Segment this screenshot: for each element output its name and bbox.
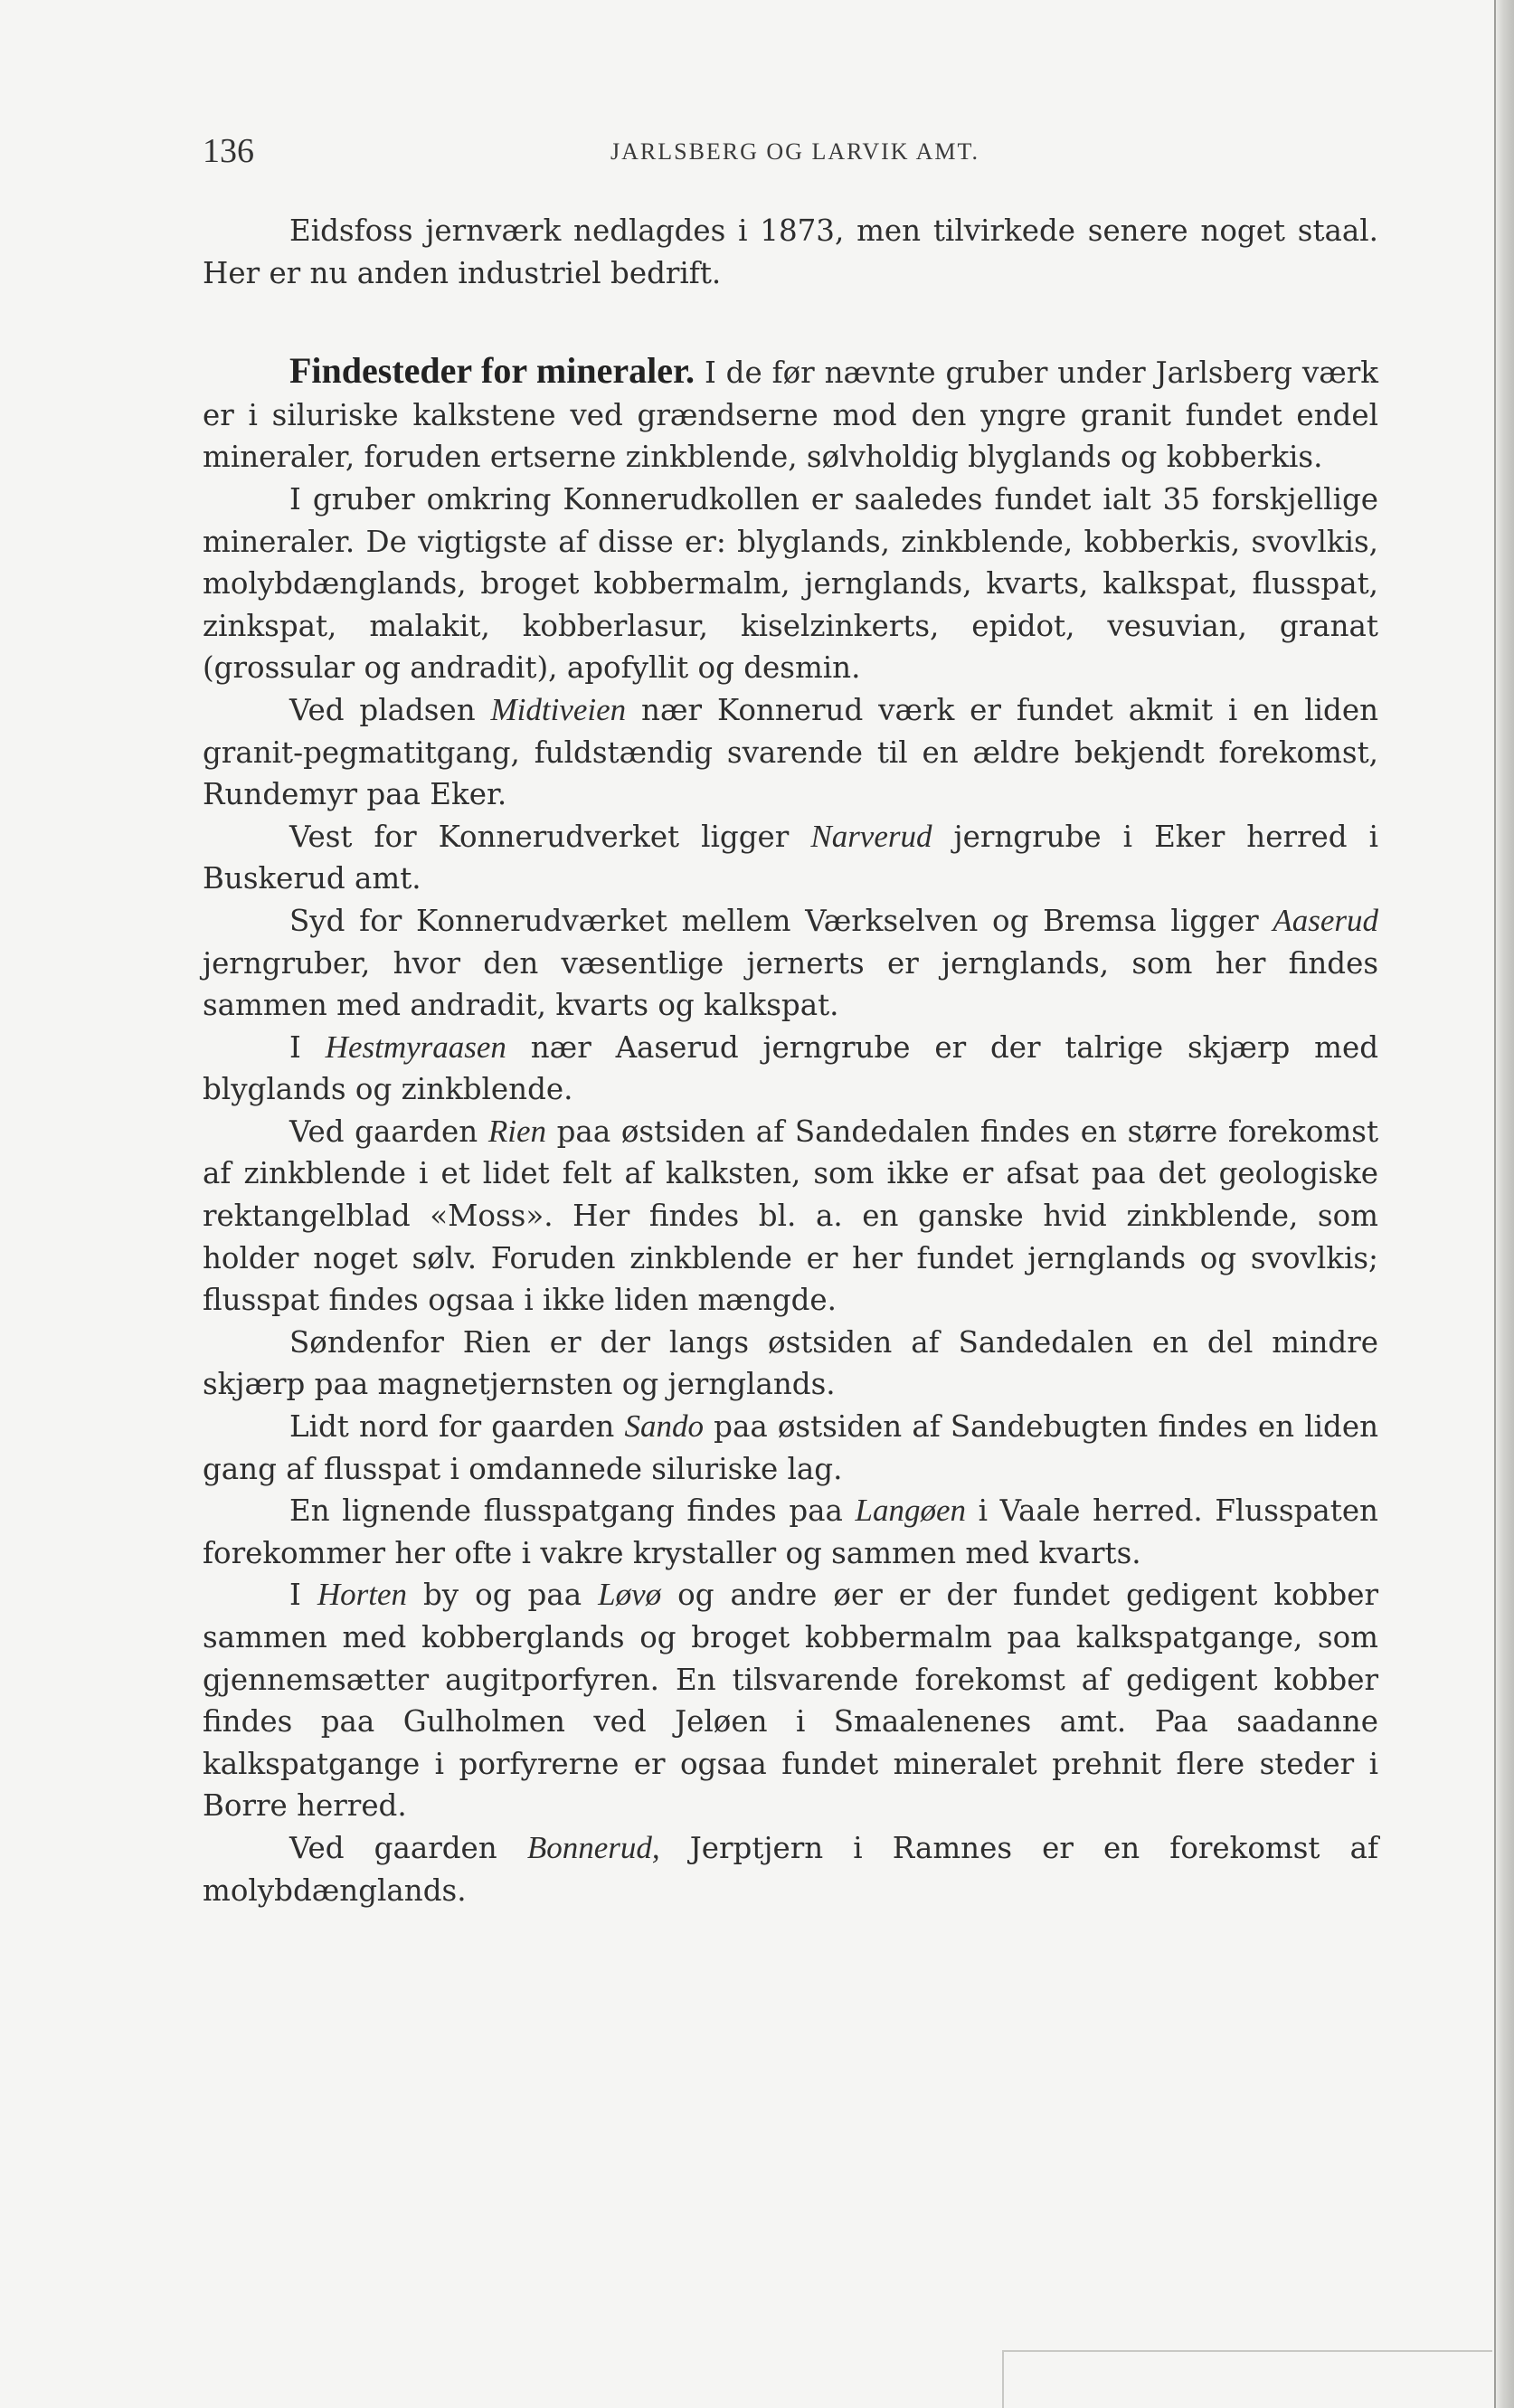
text-fragment: Jerptjern i Ramnes er en forekomst af molybdænglands. [203,1830,1378,1908]
text-fragment: paa østsiden af Sandebugten findes en liden gang af flusspat i omdannede siluriske lag. [203,1409,1379,1486]
place-name: Bonnerud, [526,1829,660,1865]
section-first-text: I de før nævnte gruber under Jarlsberg værk er i siluriske kalkstene ved grændserne mod den yngre granit fundet endel mineraler, foruden ertserne zinkblende, sølvholdig blyglands og kobberkis. [203,356,1379,475]
text-fragment: I [289,1029,326,1065]
konnerudkollen-text: I gruber omkring Konnerudkollen er saaledes fundet ialt 35 forskjellige mineraler. De vigtigste af disse er: blyglands, zinkblende, kobberkis, svovlkis, molybdænglands, broget kobbermalm, jernglands, kvarts, kalkspat, flusspat, zinkspat, malakit, kobberlasur, kiselzinkerts, epidot, vesuvian, granat (grossular og andradit), apofyllit og desmin. [203,481,1378,686]
text-fragment: nær Aaserud jerngrube er der talrige skjærp med blyglands og zinkblende. [203,1029,1378,1107]
paragraph-hestmyraasen [203,1027,1378,1111]
paragraph-midtiveien [203,689,1378,816]
place-name: Horten [317,1577,407,1613]
paragraph-sondenfor-rien [203,1322,1378,1406]
text-fragment: En lignende flusspatgang findes paa [289,1493,856,1529]
text-fragment: og andre øer er der fundet gedigent kobber sammen med kobberglands og broget kobbermalm paa kalkspatgange, som gjennemsætter augitporfyren. En tilsvarende forekomst af gedigent kobber findes paa Gulholmen ved Jeløen i Smaalenenes amt. Paa saadanne kalkspatgange i porfyrerne er ogsaa fundet mineralet prehnit flere steder i Borre herred. [203,1578,1378,1824]
paragraph-narverud [203,816,1378,900]
place-name: Narverud [810,818,932,854]
text-fragment: Lidt nord for gaarden [289,1409,625,1445]
paragraph-intro [203,210,1378,294]
paragraph-langoen [203,1490,1378,1574]
paragraph-bonnerud [203,1827,1378,1911]
text-fragment: jerngruber, hvor den væsentlige jernerts er jernglands, som her findes sammen med andradit, kvarts og kalkspat. [203,945,1378,1023]
paragraph-horten [203,1574,1378,1827]
place-name: Aaserud [1273,902,1378,938]
text-fragment: Søndenfor Rien er der langs østsiden af Sandedalen en del mindre skjærp paa magnetjernsten og jernglands. [203,1324,1378,1402]
text-fragment: Ved gaarden [289,1830,527,1865]
page-header [203,131,1387,176]
place-name: Sando [624,1408,704,1445]
intro-text: Eidsfoss jernværk nedlagdes i 1873, men tilvirkede senere noget staal. Her er nu anden industriel bedrift. [203,213,1378,290]
paragraph-section-start [203,350,1378,479]
text-fragment: paa østsiden af Sandedalen findes en større forekomst af zinkblende i et lidet felt af kalksten, som ikke er afsat paa det geologiske rektangelblad «Moss». Her findes bl. a. en ganske hvid zinkblende, som holder noget sølv. Foruden zinkblende er her fundet jernglands og svovlkis; flusspat findes ogsaa i ikke liden mængde. [203,1114,1378,1318]
text-fragment: Ved gaarden [289,1114,488,1149]
place-name: Midtiveien [490,691,627,727]
paragraph-sando [203,1406,1378,1490]
text-fragment: I [289,1578,317,1613]
paragraph-aaserud [203,900,1378,1027]
page-edge [1494,0,1514,2408]
place-name: Løvø [598,1577,662,1613]
page-number: 136 [203,132,254,170]
scan-edge-corner [1002,2350,1004,2408]
paragraph-konnerudkollen [203,479,1378,689]
place-name: Hestmyraasen [325,1029,506,1065]
text-fragment: by og paa [407,1578,599,1613]
paragraph-rien [203,1111,1378,1322]
scan-edge-line [1004,2350,1492,2352]
section-heading: Findesteder for mineraler. [289,350,695,392]
place-name: Rien [487,1113,546,1149]
place-name: Langøen [855,1493,966,1529]
text-fragment: i Vaale herred. Flusspaten forekommer her ofte i vakre krystaller og sammen med kvarts. [203,1493,1378,1570]
running-title: JARLSBERG OG LARVIK AMT. [610,138,979,165]
text-fragment: Ved pladsen [289,692,491,727]
text-fragment: nær Konnerud værk er fundet akmit i en liden granit-pegmatitgang, fuldstændig svarende til en ældre bekjendt forekomst, Rundemyr paa Eker. [203,692,1378,812]
text-fragment: jerngrube i Eker herred i Buskerud amt. [203,819,1378,896]
text-fragment: Syd for Konnerudværket mellem Værkselven og Bremsa ligger [289,903,1273,938]
text-fragment: Vest for Konnerudverket ligger [289,819,811,854]
page-body [203,210,1378,1911]
section-spacer [203,294,1378,350]
